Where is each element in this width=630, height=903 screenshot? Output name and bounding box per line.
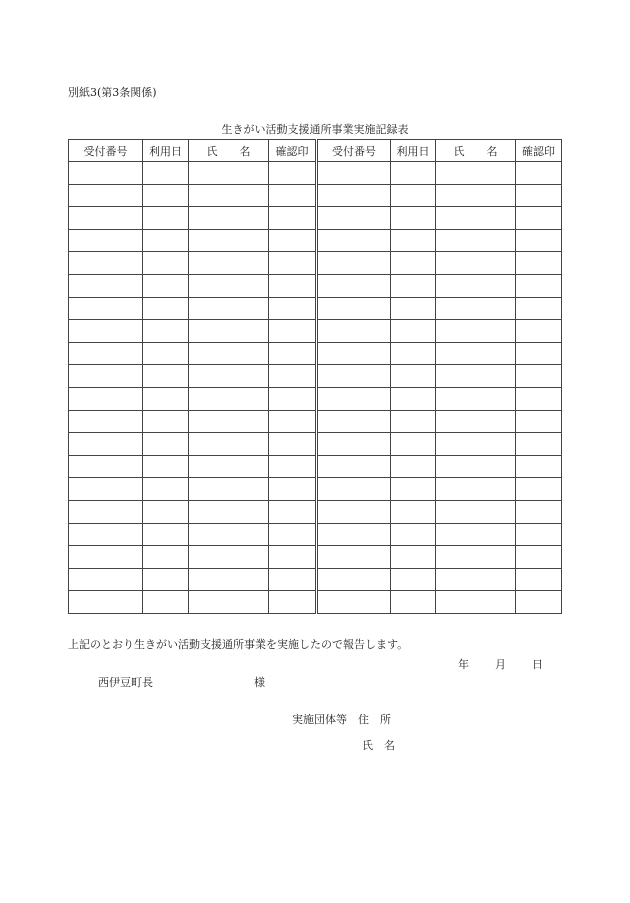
table-cell[interactable]	[69, 433, 143, 456]
record-table	[68, 139, 562, 614]
table-cell[interactable]	[189, 274, 269, 297]
table-cell[interactable]	[516, 455, 562, 478]
table-cell[interactable]	[436, 229, 516, 252]
column-header-confirmation-seal: 確認印	[516, 140, 562, 162]
table-cell[interactable]	[436, 207, 516, 230]
table-row	[69, 207, 562, 230]
table-cell[interactable]	[516, 207, 562, 230]
table-cell[interactable]	[143, 591, 189, 614]
table-cell[interactable]	[391, 297, 436, 320]
table-cell[interactable]	[436, 342, 516, 365]
column-header-name: 氏 名	[189, 140, 269, 162]
organization-name-label: 氏 名	[362, 739, 395, 752]
table-cell[interactable]	[436, 500, 516, 523]
table-row	[69, 229, 562, 252]
table-cell[interactable]	[317, 184, 391, 207]
table-cell[interactable]	[436, 455, 516, 478]
table-cell[interactable]	[391, 229, 436, 252]
table-cell[interactable]	[516, 523, 562, 546]
table-cell[interactable]	[143, 207, 189, 230]
table-cell[interactable]	[143, 252, 189, 275]
table-cell[interactable]	[391, 184, 436, 207]
table-cell[interactable]	[189, 342, 269, 365]
table-cell[interactable]	[143, 342, 189, 365]
table-cell[interactable]	[143, 365, 189, 388]
month-label: 月	[495, 658, 506, 671]
table-cell[interactable]	[69, 365, 143, 388]
table-cell[interactable]	[391, 478, 436, 501]
column-header-reception-number: 受付番号	[317, 140, 391, 162]
table-row	[69, 500, 562, 523]
table-cell[interactable]	[317, 342, 391, 365]
table-cell[interactable]	[143, 387, 189, 410]
table-cell[interactable]	[189, 523, 269, 546]
table-cell[interactable]	[436, 523, 516, 546]
table-cell[interactable]	[516, 274, 562, 297]
table-cell[interactable]	[189, 591, 269, 614]
table-cell[interactable]	[317, 410, 391, 433]
table-cell[interactable]	[516, 500, 562, 523]
table-cell[interactable]	[516, 387, 562, 410]
table-cell[interactable]	[189, 410, 269, 433]
table-row	[69, 162, 562, 185]
table-cell[interactable]	[516, 365, 562, 388]
table-cell[interactable]	[143, 162, 189, 185]
table-cell[interactable]	[189, 297, 269, 320]
table-cell[interactable]	[317, 500, 391, 523]
table-cell[interactable]	[436, 365, 516, 388]
table-row	[69, 184, 562, 207]
table-row	[69, 433, 562, 456]
column-header-use-date: 利用日	[391, 140, 436, 162]
table-cell[interactable]	[69, 568, 143, 591]
table-cell[interactable]	[391, 207, 436, 230]
table-cell[interactable]	[269, 252, 317, 275]
table-cell[interactable]	[317, 297, 391, 320]
table-cell[interactable]	[69, 229, 143, 252]
table-cell[interactable]	[143, 410, 189, 433]
table-cell[interactable]	[436, 252, 516, 275]
table-cell[interactable]	[317, 207, 391, 230]
table-cell[interactable]	[189, 162, 269, 185]
table-cell[interactable]	[436, 568, 516, 591]
table-row	[69, 568, 562, 591]
table-cell[interactable]	[391, 455, 436, 478]
page-title: 生きがい活動支援通所事業実施記録表	[221, 123, 409, 136]
table-cell[interactable]	[69, 455, 143, 478]
organization-address-label: 実施団体等 住 所	[292, 713, 391, 726]
table-cell[interactable]	[436, 546, 516, 569]
table-cell[interactable]	[143, 568, 189, 591]
table-cell[interactable]	[189, 546, 269, 569]
table-cell[interactable]	[143, 184, 189, 207]
table-cell[interactable]	[317, 320, 391, 343]
table-cell[interactable]	[189, 568, 269, 591]
table-cell[interactable]	[189, 478, 269, 501]
table-cell[interactable]	[391, 365, 436, 388]
table-cell[interactable]	[189, 207, 269, 230]
table-cell[interactable]	[436, 433, 516, 456]
table-cell[interactable]	[317, 478, 391, 501]
table-cell[interactable]	[391, 320, 436, 343]
table-cell[interactable]	[391, 568, 436, 591]
table-cell[interactable]	[269, 320, 317, 343]
table-cell[interactable]	[391, 546, 436, 569]
table-cell[interactable]	[516, 478, 562, 501]
table-cell[interactable]	[516, 252, 562, 275]
table-cell[interactable]	[391, 162, 436, 185]
table-cell[interactable]	[69, 387, 143, 410]
table-cell[interactable]	[516, 591, 562, 614]
column-header-reception-number: 受付番号	[69, 140, 143, 162]
table-cell[interactable]	[69, 342, 143, 365]
table-cell[interactable]	[269, 297, 317, 320]
table-cell[interactable]	[269, 162, 317, 185]
table-cell[interactable]	[391, 591, 436, 614]
table-cell[interactable]	[269, 546, 317, 569]
table-cell[interactable]	[269, 274, 317, 297]
table-row	[69, 342, 562, 365]
table-cell[interactable]	[436, 274, 516, 297]
table-cell[interactable]	[143, 433, 189, 456]
table-cell[interactable]	[143, 523, 189, 546]
addressee: 西伊豆町長	[98, 676, 153, 689]
table-cell[interactable]	[516, 342, 562, 365]
year-label: 年	[458, 658, 469, 671]
table-cell[interactable]	[189, 252, 269, 275]
table-cell[interactable]	[317, 523, 391, 546]
table-row	[69, 523, 562, 546]
table-row	[69, 320, 562, 343]
table-cell[interactable]	[269, 229, 317, 252]
table-cell[interactable]	[69, 410, 143, 433]
table-cell[interactable]	[143, 297, 189, 320]
table-cell[interactable]	[269, 568, 317, 591]
table-cell[interactable]	[269, 387, 317, 410]
table-cell[interactable]	[317, 591, 391, 614]
table-cell[interactable]	[317, 274, 391, 297]
table-cell[interactable]	[391, 523, 436, 546]
table-cell[interactable]	[69, 591, 143, 614]
table-row	[69, 410, 562, 433]
table-cell[interactable]	[391, 500, 436, 523]
table-cell[interactable]	[436, 410, 516, 433]
table-cell[interactable]	[516, 320, 562, 343]
table-cell[interactable]	[391, 387, 436, 410]
table-cell[interactable]	[69, 252, 143, 275]
table-cell[interactable]	[143, 500, 189, 523]
table-cell[interactable]	[269, 455, 317, 478]
table-cell[interactable]	[516, 184, 562, 207]
table-cell[interactable]	[516, 433, 562, 456]
table-cell[interactable]	[516, 162, 562, 185]
table-cell[interactable]	[269, 433, 317, 456]
table-cell[interactable]	[317, 365, 391, 388]
table-cell[interactable]	[69, 546, 143, 569]
table-row	[69, 297, 562, 320]
table-cell[interactable]	[143, 478, 189, 501]
table-cell[interactable]	[436, 184, 516, 207]
table-cell[interactable]	[516, 229, 562, 252]
table-cell[interactable]	[391, 410, 436, 433]
table-cell[interactable]	[516, 546, 562, 569]
table-cell[interactable]	[436, 162, 516, 185]
table-cell[interactable]	[189, 365, 269, 388]
table-cell[interactable]	[269, 207, 317, 230]
form-note: 別紙3(第3条関係)	[68, 86, 157, 99]
table-cell[interactable]	[436, 387, 516, 410]
table-cell[interactable]	[69, 184, 143, 207]
table-cell[interactable]	[189, 500, 269, 523]
table-header-row	[69, 140, 562, 162]
table-body	[69, 162, 562, 614]
table-cell[interactable]	[317, 387, 391, 410]
table-cell[interactable]	[516, 568, 562, 591]
table-cell[interactable]	[317, 162, 391, 185]
table-cell[interactable]	[317, 252, 391, 275]
table-cell[interactable]	[143, 229, 189, 252]
table-cell[interactable]	[69, 478, 143, 501]
table-cell[interactable]	[143, 320, 189, 343]
table-cell[interactable]	[269, 478, 317, 501]
table-cell[interactable]	[269, 342, 317, 365]
table-cell[interactable]	[269, 365, 317, 388]
table-cell[interactable]	[269, 523, 317, 546]
table-row	[69, 546, 562, 569]
column-header-confirmation-seal: 確認印	[269, 140, 317, 162]
table-row	[69, 478, 562, 501]
honorific: 様	[254, 676, 265, 689]
table-cell[interactable]	[317, 546, 391, 569]
table-cell[interactable]	[189, 387, 269, 410]
table-cell[interactable]	[391, 342, 436, 365]
table-cell[interactable]	[436, 320, 516, 343]
table-row	[69, 455, 562, 478]
report-statement: 上記のとおり生きがい活動支援通所事業を実施したので報告します。	[68, 638, 409, 651]
table-cell[interactable]	[69, 297, 143, 320]
table-cell[interactable]	[317, 455, 391, 478]
table-cell[interactable]	[436, 478, 516, 501]
table-row	[69, 274, 562, 297]
table-cell[interactable]	[391, 274, 436, 297]
table-cell[interactable]	[189, 455, 269, 478]
table-cell[interactable]	[69, 320, 143, 343]
table-cell[interactable]	[189, 229, 269, 252]
table-cell[interactable]	[436, 297, 516, 320]
table-cell[interactable]	[69, 500, 143, 523]
table-cell[interactable]	[516, 297, 562, 320]
table-cell[interactable]	[317, 229, 391, 252]
table-cell[interactable]	[516, 410, 562, 433]
table-cell[interactable]	[189, 184, 269, 207]
table-row	[69, 387, 562, 410]
table-cell[interactable]	[269, 500, 317, 523]
table-cell[interactable]	[317, 433, 391, 456]
table-cell[interactable]	[391, 252, 436, 275]
table-row	[69, 252, 562, 275]
table-cell[interactable]	[391, 433, 436, 456]
table-row	[69, 365, 562, 388]
table-cell[interactable]	[189, 433, 269, 456]
table-row	[69, 591, 562, 614]
table-cell[interactable]	[269, 410, 317, 433]
table-cell[interactable]	[317, 568, 391, 591]
table-cell[interactable]	[143, 274, 189, 297]
table-cell[interactable]	[69, 207, 143, 230]
table-cell[interactable]	[69, 274, 143, 297]
table-cell[interactable]	[69, 162, 143, 185]
date-line	[458, 656, 543, 672]
table-cell[interactable]	[269, 184, 317, 207]
table-cell[interactable]	[436, 591, 516, 614]
table-cell[interactable]	[143, 546, 189, 569]
table-cell[interactable]	[189, 320, 269, 343]
day-label: 日	[532, 658, 543, 671]
column-header-name: 氏 名	[436, 140, 516, 162]
table-cell[interactable]	[269, 591, 317, 614]
column-header-use-date: 利用日	[143, 140, 189, 162]
table-cell[interactable]	[69, 523, 143, 546]
table-cell[interactable]	[143, 455, 189, 478]
